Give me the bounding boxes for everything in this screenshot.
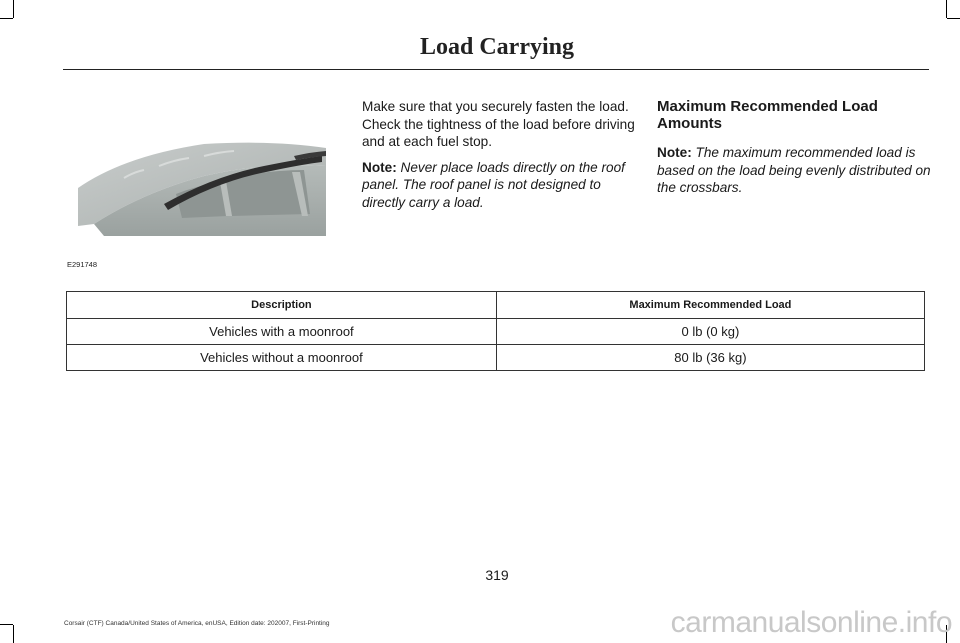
section-heading: Maximum Recommended Load Amounts [657, 98, 878, 132]
crop-mark [947, 18, 960, 19]
table-row [67, 319, 925, 345]
middle-column [362, 98, 637, 219]
load-fastening-paragraph: Make sure that you securely fasten the load. Check the tightness of the load before driving and at each fuel stop. [362, 99, 635, 149]
table-header-row [67, 292, 925, 319]
watermark: carmanualsonline.info [670, 606, 952, 639]
title-divider [63, 69, 929, 70]
load-table [66, 291, 925, 371]
page-title: Load Carrying [419, 34, 574, 60]
right-column [657, 98, 932, 205]
table-cell: Vehicles without a moonroof [67, 345, 497, 371]
crop-mark [946, 0, 947, 18]
crop-mark [0, 18, 13, 19]
vehicle-roof-image [64, 96, 332, 248]
note-label: Note: [657, 145, 692, 160]
note-text: The maximum recommended load is based on the load being evenly distributed on the crossbars. [657, 145, 931, 195]
table-header-cell: Description [67, 292, 497, 319]
table-cell: 0 lb (0 kg) [496, 319, 924, 345]
note-label: Note: [362, 159, 397, 175]
vehicle-roof-illustration [64, 96, 332, 248]
note-text: Never place loads directly on the roof panel. The roof panel is not designed to directly carry a load. [362, 159, 625, 210]
page-number: 319 [485, 567, 509, 583]
crop-mark [13, 625, 14, 643]
roof-panel-note [362, 159, 637, 212]
crossbar-note [657, 144, 932, 197]
crop-mark [13, 0, 14, 18]
table-row [67, 345, 925, 371]
table-header-cell: Maximum Recommended Load [496, 292, 924, 319]
table-cell: Vehicles with a moonroof [67, 319, 497, 345]
figure-code: E291748 [67, 260, 98, 269]
footer-text: Corsair (CTF) Canada/United States of America, enUSA, Edition date: 202007, First-Printing [64, 620, 330, 627]
crop-mark [0, 624, 13, 625]
table-cell: 80 lb (36 kg) [496, 345, 924, 371]
